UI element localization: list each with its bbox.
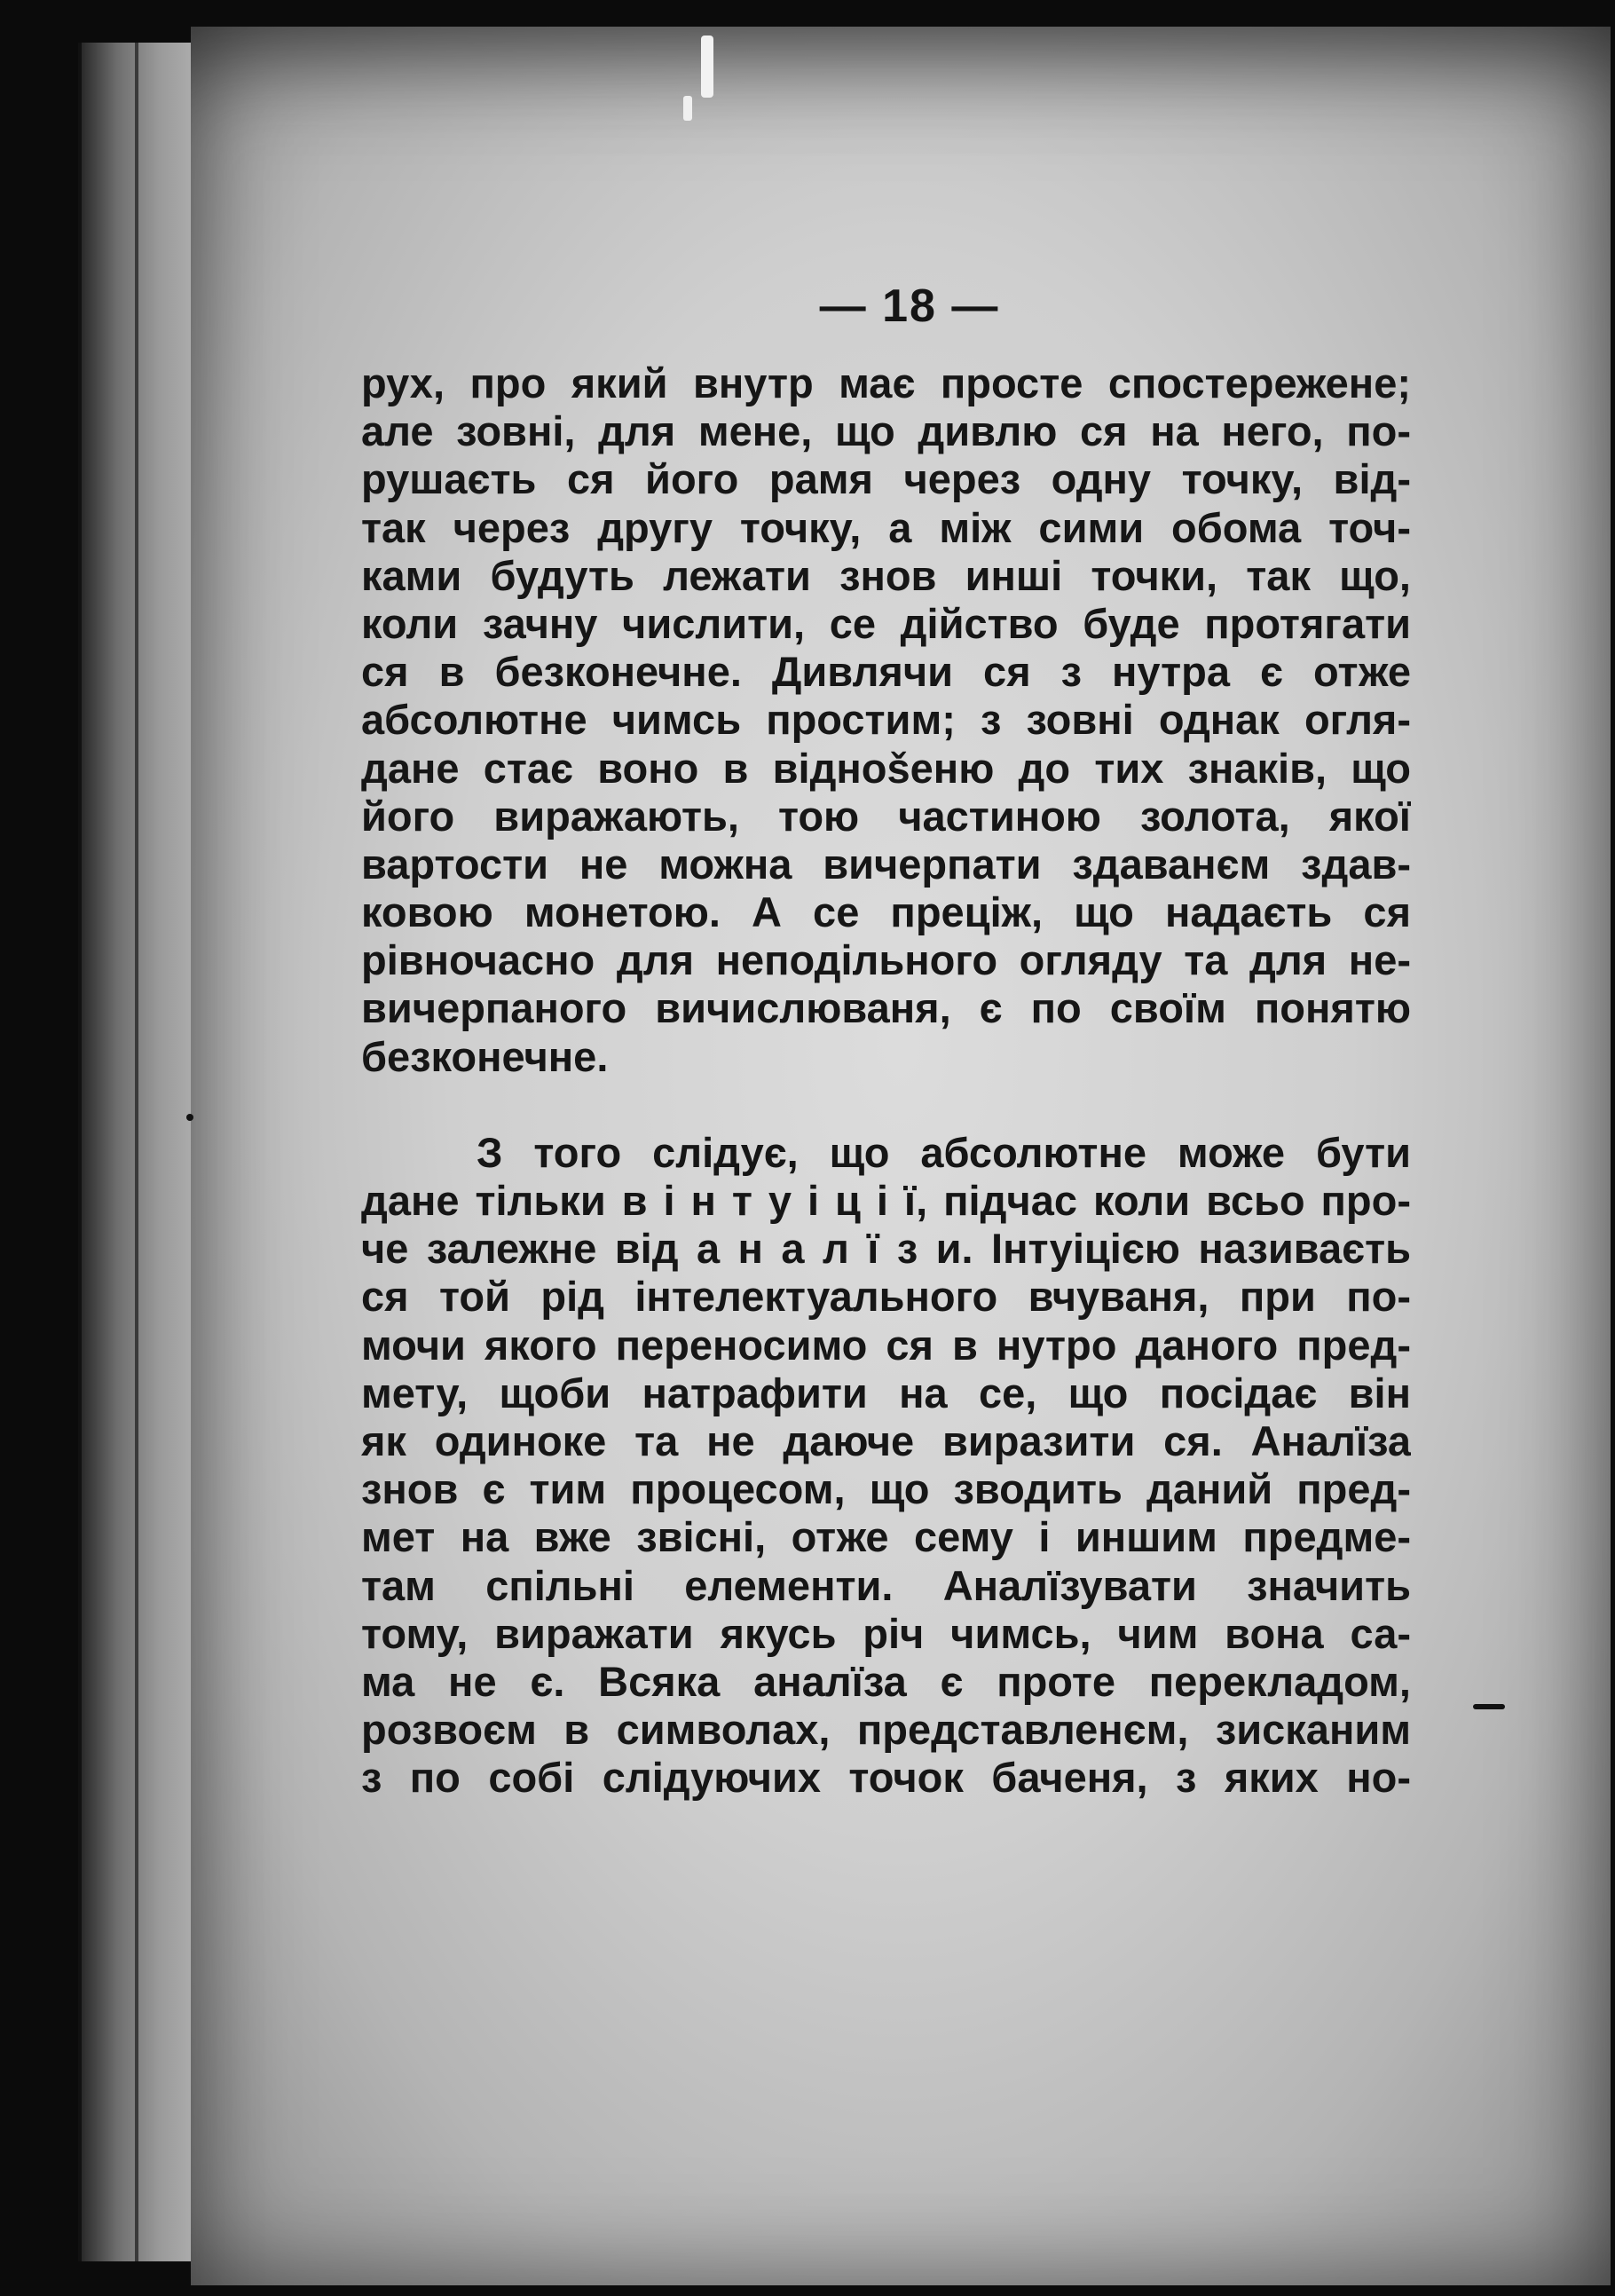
paragraph-gap xyxy=(361,1081,1411,1129)
paragraph-2 xyxy=(361,1129,1411,1803)
text-line: дане тільки в і н т у і ц і ї, підчас коли всьо про- xyxy=(361,1177,1411,1224)
body-text xyxy=(361,359,1411,1802)
text-line: З того слідує, що абсолютне може бути xyxy=(477,1128,1411,1176)
text-line: че залежне від а н а л ї з и. Інтуіцією називаєть xyxy=(361,1225,1411,1273)
text-line: як одиноке та не даюче виразити ся. Аналїза xyxy=(361,1416,1411,1464)
text-line: рух, про який внутр має просте спостережене; xyxy=(361,359,1411,406)
text-line: ма не є. Всяка аналїза є проте перекладом, xyxy=(361,1657,1411,1705)
text-line: рівночасно для неподільного огляду та для не- xyxy=(361,936,1411,984)
text-line: так через другу точку, а між сими обома точ- xyxy=(361,503,1411,551)
text-line: ками будуть лежати знов инші точки, так що, xyxy=(361,551,1411,599)
text-line: мет на вже звісні, отже сему і иншим предме- xyxy=(361,1513,1411,1561)
scan-speck xyxy=(186,1114,193,1121)
text-line: вичерпаного вичислюваня, є по своїм понятю xyxy=(361,984,1411,1032)
text-line: його виражають, тою частиною золота, якої xyxy=(361,792,1411,840)
text-line: рушаєть ся його рамя через одну точку, від- xyxy=(361,455,1411,503)
text-line: безконечне. xyxy=(361,1032,609,1080)
text-line: але зовні, для мене, що дивлю ся на него, по- xyxy=(361,407,1411,455)
text-line: з по собі слідуючих точок баченя, з яких но- xyxy=(361,1754,1411,1802)
text-line: мочи якого переносимо ся в нутро даного пред- xyxy=(361,1321,1411,1369)
scan-speck xyxy=(701,36,713,98)
text-line: вартости не можна вичерпати здаванєм здав- xyxy=(361,840,1411,888)
text-line: там спільні елементи. Аналїзувати значить xyxy=(361,1561,1411,1609)
text-line: абсолютне чимсь простим; з зовні однак огля- xyxy=(361,696,1411,744)
text-line: розвоєм в символах, представленєм, зисканим xyxy=(361,1706,1411,1754)
text-line: ся той рід інтелектуального вчуваня, при по- xyxy=(361,1273,1411,1321)
paragraph-1 xyxy=(361,359,1411,1081)
page-number: — 18 — xyxy=(819,280,1000,332)
text-line: знов є тим процесом, що зводить даний пред- xyxy=(361,1465,1411,1513)
text-line: коли зачну числити, се дійство буде протягати xyxy=(361,599,1411,647)
scan-speck xyxy=(683,96,692,121)
text-line: дане стає воно в віднošеню до тих знаків, що xyxy=(361,744,1411,792)
text-line: ся в безконечне. Дивлячи ся з нутра є отже xyxy=(361,648,1411,696)
text-line: тому, виражати якусь річ чимсь, чим вона са- xyxy=(361,1609,1411,1657)
text-line: мету, щоби натрафити на се, що посідає він xyxy=(361,1369,1411,1416)
text-line: ковою монетою. А се преціж, що надаєть ся xyxy=(361,888,1411,936)
scan-speck xyxy=(1473,1704,1505,1709)
